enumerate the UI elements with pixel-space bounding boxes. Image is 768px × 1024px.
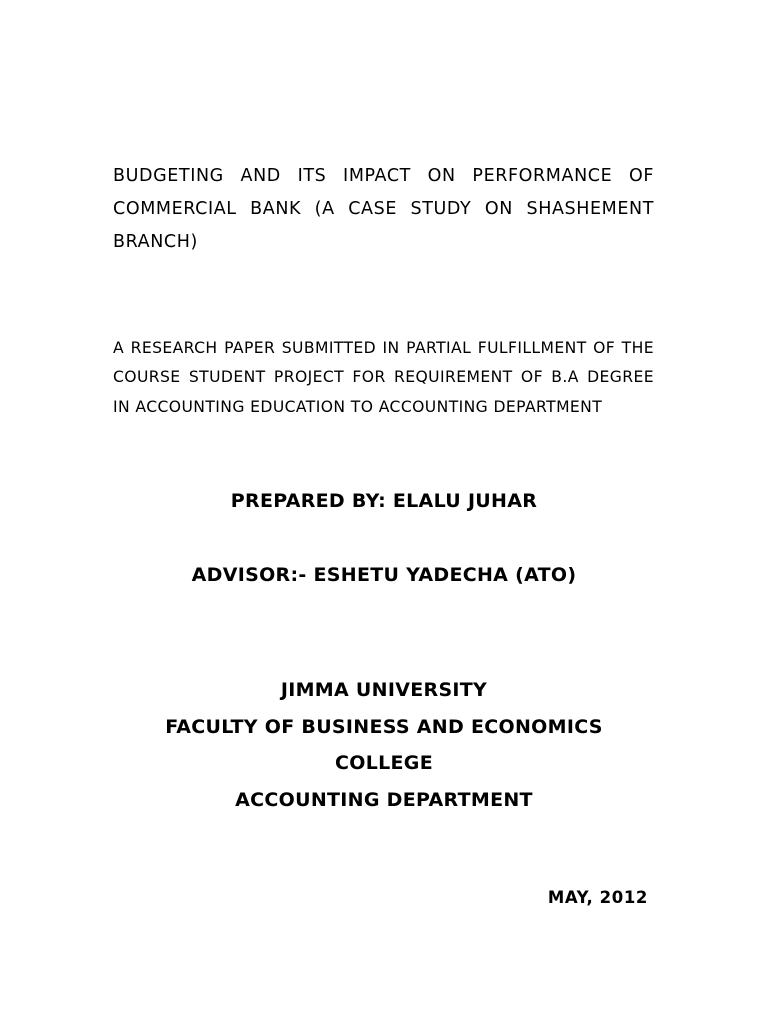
university-name: JIMMA UNIVERSITY — [280, 679, 488, 701]
paper-title: BUDGETING AND ITS IMPACT ON PERFORMANCE OF COMMERCIAL BANK (A CASE STUDY ON SHASHEMENT BRANCH) — [113, 166, 654, 252]
submission-date: MAY, 2012 — [547, 888, 648, 907]
institution-block — [0, 672, 768, 818]
department-name: ACCOUNTING DEPARTMENT — [235, 788, 533, 811]
advisor: ADVISOR:- ESHETU YADECHA (ATO) — [191, 564, 577, 586]
submission-statement: A RESEARCH PAPER SUBMITTED IN PARTIAL FULFILLMENT OF THE COURSE STUDENT PROJECT FOR REQUIREMENT OF B.A DEGREE IN ACCOUNTING EDUCATION TO ACCOUNTING DEPARTMENT — [113, 339, 654, 416]
prepared-by: PREPARED BY: ELALU JUHAR — [230, 490, 538, 512]
college-name: COLLEGE — [335, 752, 433, 774]
faculty-name: FACULTY OF BUSINESS AND ECONOMICS — [165, 715, 603, 738]
